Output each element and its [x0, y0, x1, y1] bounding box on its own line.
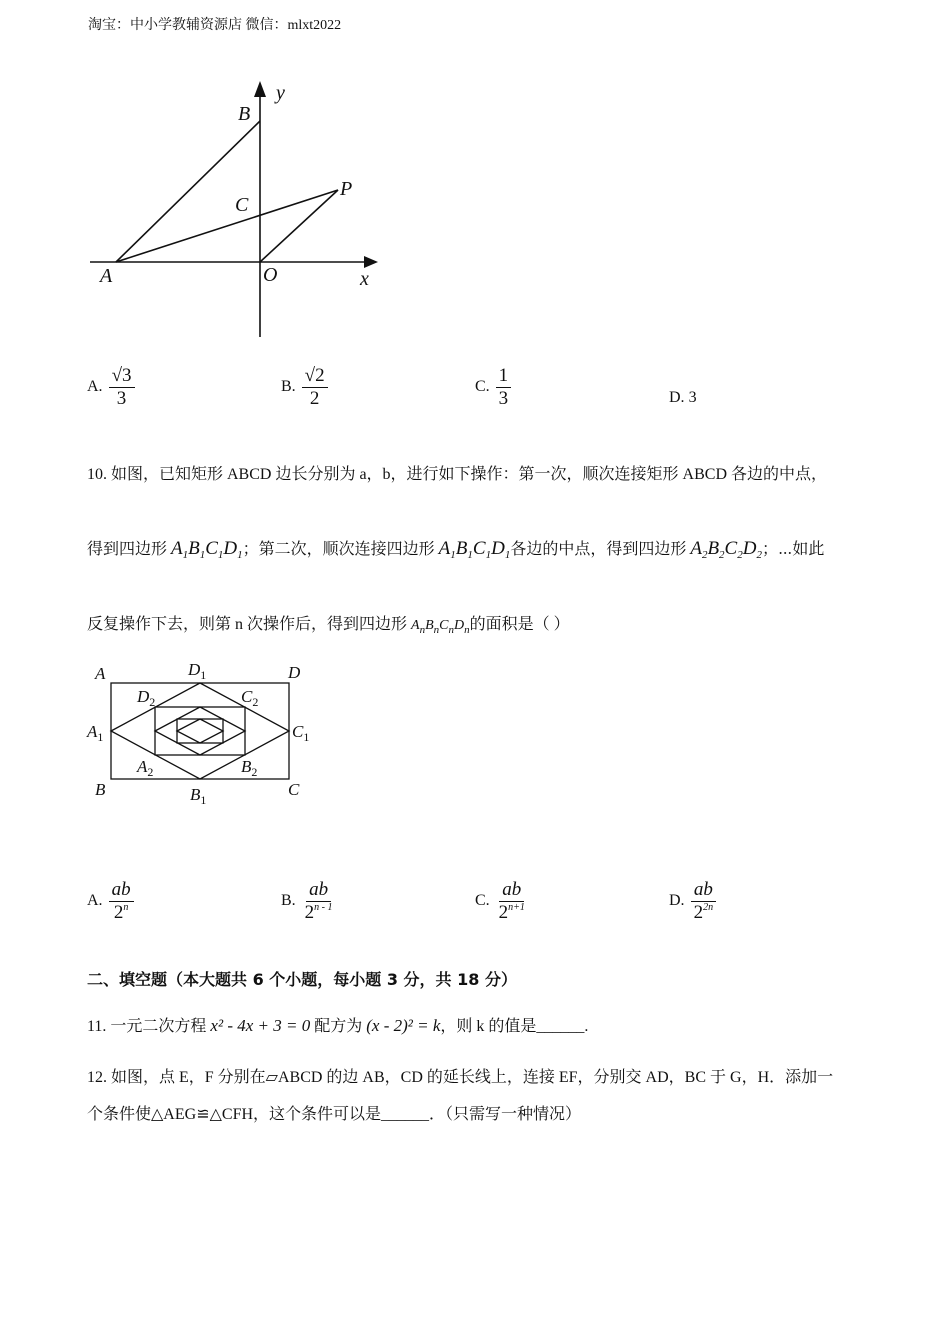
option-letter: C.: [475, 892, 490, 910]
label-d2: $D_2$: [137, 687, 156, 709]
q10-text: 反复操作下去，则第 n 次操作后，得到四边形: [87, 616, 408, 633]
q9-option-b[interactable]: [281, 366, 328, 409]
section-title: 二、填空题（本大题共 6 个小题，每小题 3 分，共 18 分）: [87, 970, 517, 989]
option-letter: C.: [475, 378, 490, 396]
q9-option-a[interactable]: [87, 366, 135, 409]
label-a: A: [100, 265, 113, 287]
rectangle-4: [177, 719, 223, 743]
label-d1: $D_1$: [188, 660, 207, 682]
label-b: B: [238, 103, 251, 125]
label-a1: $A_1$: [87, 722, 104, 744]
option-numerator: ab: [306, 880, 331, 902]
label-p: P: [340, 178, 353, 200]
option-letter: D.: [669, 892, 685, 910]
q11-completed-square: (x - 2)² = k: [366, 1016, 441, 1035]
option-denominator: 3: [116, 387, 127, 409]
option-letter: A.: [87, 378, 103, 396]
label-o: O: [263, 264, 278, 286]
label-d: D: [288, 663, 301, 682]
option-denominator: 3: [498, 387, 509, 409]
q10-text: ；第二次，顺次连接四边形: [242, 541, 435, 558]
option-letter: A.: [87, 892, 103, 910]
option-letter: B.: [281, 378, 296, 396]
option-exponent: n: [123, 901, 129, 913]
q10-option-a[interactable]: [87, 880, 134, 923]
option-exponent: n+1: [508, 901, 525, 913]
rhombus-5: [177, 719, 223, 743]
option-numerator: 1: [496, 366, 512, 388]
option-denominator: 2: [309, 387, 320, 409]
q11-mid: 配方为: [314, 1018, 363, 1035]
label-y: y: [276, 82, 285, 104]
figure-nested-quadrilaterals: [85, 655, 325, 810]
quad-n: $A_nB_nC_nD_n$: [411, 618, 470, 636]
q11-equation: x² - 4x + 3 = 0: [210, 1016, 311, 1035]
option-base: 2: [304, 901, 315, 923]
label-c: C: [288, 780, 300, 799]
q10-line-2: [87, 536, 824, 560]
option-numerator: √3: [109, 366, 135, 388]
q10-line-1: 10. 如图，已知矩形 ABCD 边长分别为 a，b，进行如下操作：第一次，顺次连接矩形 ABCD 各边的中点，: [87, 466, 828, 483]
page-header: 淘宝：中小学教辅资源店 微信：mlxt2022: [88, 18, 342, 33]
rhombus-3: [155, 707, 245, 755]
segment-ab: [116, 121, 260, 262]
label-a2: $A_2$: [137, 757, 154, 779]
quad-1: $A_1B_1C_1D_1$: [171, 538, 243, 561]
q12-line-2: 个条件使△AEG≌△CFH，这个条件可以是______．（只需写一种情况）: [87, 1106, 582, 1123]
label-c: C: [235, 194, 249, 216]
option-numerator: √2: [302, 366, 328, 388]
option-exponent: 2n: [703, 901, 714, 913]
q10-text: 各边的中点，得到四边形: [510, 541, 687, 558]
q11-suffix: ，则 k 的值是______.: [440, 1018, 589, 1035]
y-axis-arrow: [254, 81, 266, 97]
label-c2: $C_2$: [241, 687, 259, 709]
q10-option-d[interactable]: [669, 880, 716, 923]
label-a: A: [95, 664, 106, 683]
segment-ap: [116, 190, 338, 262]
option-letter: B.: [281, 892, 296, 910]
q10-text: 得到四边形: [87, 541, 168, 558]
option-exponent: n - 1: [314, 901, 333, 913]
label-c1: $C_1$: [292, 722, 310, 744]
q11-line: [87, 1013, 588, 1036]
q9-option-c[interactable]: [475, 366, 511, 409]
x-axis-arrow: [364, 256, 378, 268]
rectangle-a2b2c2d2: [155, 707, 245, 755]
option-numerator: ab: [109, 880, 134, 902]
q9-option-d[interactable]: [669, 389, 697, 407]
segment-op: [260, 190, 338, 262]
q10-option-b[interactable]: [281, 880, 336, 923]
q10-text: 的面积是（ ）: [469, 616, 570, 633]
q10-option-c[interactable]: [475, 880, 528, 923]
q12-line-1: 12. 如图，点 E，F 分别在▱ABCD 的边 AB，CD 的延长线上，连接 EF，分别交 AD，BC 于 G，H．添加一: [87, 1069, 834, 1086]
option-value: 3: [688, 389, 697, 406]
quad-2: $A_2B_2C_2D_2$: [690, 538, 762, 561]
option-numerator: ab: [691, 880, 716, 902]
quad-1-repeat: $A_1B_1C_1D_1$: [438, 538, 511, 561]
option-base: 2: [693, 901, 704, 923]
label-b2: $B_2$: [241, 757, 258, 779]
q10-text: ；⋯如此: [761, 541, 825, 558]
option-base: 2: [498, 901, 509, 923]
option-base: 2: [113, 901, 124, 923]
label-b1: $B_1$: [190, 785, 207, 807]
option-letter: D.: [669, 389, 685, 406]
q11-prefix: 11. 一元二次方程: [87, 1018, 207, 1035]
q10-line-3: [87, 611, 570, 634]
option-numerator: ab: [499, 880, 524, 902]
figure-coordinate-diagram: [80, 75, 390, 345]
label-b: B: [95, 780, 106, 799]
label-x: x: [360, 268, 369, 290]
